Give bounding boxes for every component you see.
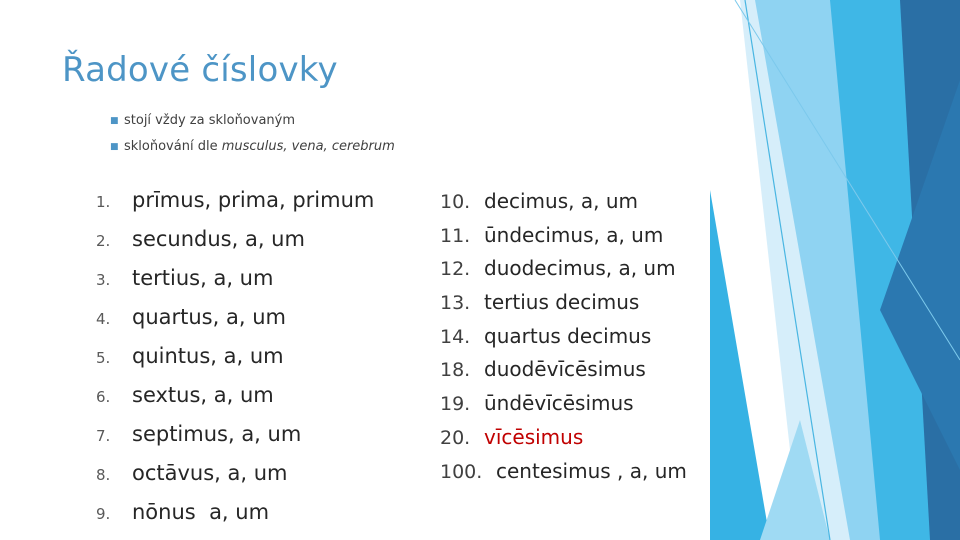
list-item-text: sextus, a, um	[132, 383, 274, 407]
bullet-text: stojí vždy za skloňovaným	[124, 113, 296, 128]
list-item	[440, 456, 687, 490]
list-item-number: 19.	[440, 393, 471, 416]
list-item-text: quintus, a, um	[132, 344, 284, 368]
list-item-text: ūndēvīcēsimus	[484, 391, 634, 416]
list-item-number: 5.	[96, 349, 111, 367]
list-item	[96, 377, 374, 416]
bullet-dot-icon: ■	[110, 116, 119, 126]
list-item-text: septimus, a, um	[132, 422, 302, 446]
list-item-number: 8.	[96, 466, 111, 484]
bullet-list	[110, 108, 395, 160]
deco-left-wedge	[710, 190, 770, 540]
list-item	[96, 455, 374, 494]
list-item-text: quartus decimus	[484, 323, 652, 348]
list-item-text: ūndecimus, a, um	[484, 222, 664, 247]
bullet-text: skloňování dle	[124, 139, 222, 154]
list-item-text: secundus, a, um	[132, 227, 305, 251]
list-item	[440, 253, 687, 287]
list-item	[440, 354, 687, 388]
list-item-text-highlighted: vīcēsimus	[484, 424, 584, 449]
bullet-item	[110, 108, 395, 134]
bullet-italic-text: musculus, vena, cerebrum	[221, 139, 395, 154]
list-item-number: 13.	[440, 292, 471, 315]
list-item-text: decimus, a, um	[484, 189, 638, 213]
list-item-number: 4.	[96, 310, 111, 328]
list-item-text: duodecimus, a, um	[484, 256, 676, 281]
list-item-text: centesimus , a, um	[496, 458, 687, 483]
list-item	[440, 388, 687, 422]
bullet-dot-icon: ■	[110, 142, 119, 152]
list-item	[96, 182, 374, 221]
list-item	[96, 416, 374, 455]
list-item	[440, 287, 687, 321]
list-item	[440, 186, 687, 220]
list-item-number: 2.	[96, 232, 111, 250]
list-item	[96, 221, 374, 260]
list-item-text: tertius, a, um	[132, 266, 274, 290]
list-item	[440, 321, 687, 355]
list-item-number: 20.	[440, 426, 471, 449]
list-item-text: nōnus a, um	[132, 500, 270, 524]
ordinals-list-1-9	[96, 182, 374, 533]
list-item	[96, 260, 374, 299]
list-item	[440, 422, 687, 456]
list-item-number: 12.	[440, 258, 471, 281]
list-item-number: 100.	[440, 460, 483, 483]
list-item-number: 9.	[96, 505, 111, 523]
list-item-number: 1.	[96, 193, 111, 211]
list-item-number: 3.	[96, 271, 111, 289]
list-item-text: prīmus, prima, primum	[132, 188, 375, 212]
list-item	[440, 220, 687, 254]
list-item-text: octāvus, a, um	[132, 461, 288, 485]
list-item-number: 18.	[440, 359, 471, 382]
list-item-text: tertius decimus	[484, 290, 640, 315]
list-item-text: duodēvīcēsimus	[484, 357, 646, 382]
list-item-number: 14.	[440, 325, 471, 348]
list-item	[96, 494, 374, 533]
slide-title: Řadové číslovky	[62, 50, 338, 90]
list-item	[96, 338, 374, 377]
list-item-number: 11.	[440, 224, 471, 247]
bullet-item	[110, 134, 395, 160]
list-item-number: 7.	[96, 427, 111, 445]
list-item-number: 10.	[440, 191, 471, 213]
list-item-text: quartus, a, um	[132, 305, 286, 329]
ordinals-list-10-100	[440, 186, 687, 489]
list-item-number: 6.	[96, 388, 111, 406]
list-item	[96, 299, 374, 338]
